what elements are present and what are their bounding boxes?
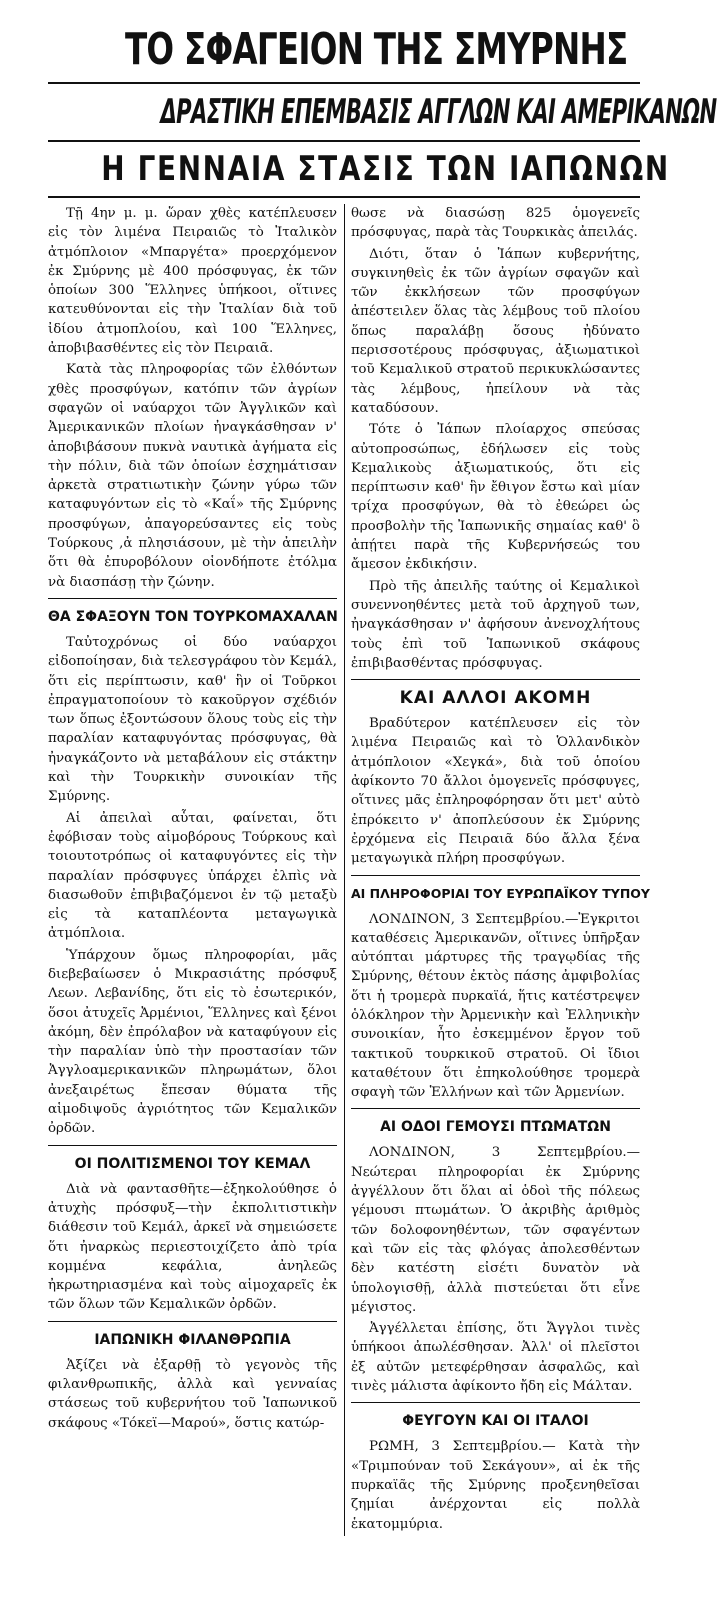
subheading: ΑΙ ΟΔΟΙ ΓΕΜΟΥΣΙ ΠΤΩΜΑΤΩΝ xyxy=(380,1119,611,1136)
paragraph: Πρὸ τῆς ἀπειλῆς ταύτης οἱ Κεμαλικοὶ συνεννοηθέντες μετὰ τοῦ ἀρχηγοῦ των, ἠναγκάσθησαν ν' ἀφήσουν ἀνενοχλήτους τοὺς ἐπὶ τοῦ Ἰαπωνικοῦ σκάφους ἐπιβιβασθέντας πρόσφυγας. xyxy=(351,578,640,671)
article-columns xyxy=(48,204,650,1536)
section-rule xyxy=(351,875,640,876)
subheading: ΘΑ ΣΦΑΞΟΥΝ ΤΟΝ ΤΟΥΡΚΟΜΑΧΑΛΑΝ xyxy=(48,608,338,625)
paragraph: Ὑπάρχουν ὅμως πληροφορίαι, μᾶς διεβεβαίωσεν ὁ Μικρασιάτης πρόσφυξ Λεων. Λεβανίδης, ὅτι εἰς τὸ ἐσωτερικόν, ὅσοι ἀτυχεῖς Ἀρμένιοι, Ἕλληνες καὶ ξένοι ἀκόμη, δὲν ἐπρόλαβον νὰ καταφύγουν εἰς τὴν παραλίαν ὑπὸ τὴν προστασίαν τῶν Ἀγγλοαμερικανικῶν πληρωμάτων, ὅλοι ἀνεξαιρέτως ἔπεσαν θύματα τῆς αἱμοδιψοῦς ἀγριότητος τῶν Κεμαλικῶν ὀρδῶν. xyxy=(48,947,337,1137)
paragraph: Κατὰ τὰς πληροφορίας τῶν ἐλθόντων χθὲς προσφύγων, κατόπιν τῶν ἀγρίων σφαγῶν οἱ ναύαρχοι τῶν Ἀγγλικῶν καὶ Ἀμερικανικῶν πλοίων ἠναγκάσθησαν ν' ἀποβιβάσουν πυκνὰ ναυτικὰ ἀγήματα εἰς τὴν πόλιν, διὰ τῶν ὁποίων ἐσχημάτισαν ἀρκετὰ στρατιωτικὴν ζώνην γύρω τῶν καταφυγόντων εἰς τὸ «Καΐ» τῆς Σμύρνης προσφύγων, ἀπαγορεύσαντες εἰς τοὺς Τούρκους ,ἀ πλησιάσουν, μὲ τὴν ἀπειλὴν ὅτι θὰ ἐπυροβόλουν οἱονδήποτε ἐτόλμα νὰ διασπάσῃ τὴν ζώνην. xyxy=(48,362,337,590)
subheadline: ΔΡΑΣΤΙΚΗ ΕΠΕΜΒΑΣΙΣ ΑΓΓΛΩΝ ΚΑΙ ΑΜΕΡΙΚΑΝΩΝ xyxy=(160,92,717,132)
paragraph: Ἀγγέλλεται ἐπίσης, ὅτι Ἄγγλοι τινὲς ὑπήκοοι ἀπωλέσθησαν. Ἀλλ' οἱ πλεῖστοι ἐξ αὐτῶν μετεφέρθησαν ἀσφαλῶς, καὶ τινὲς μάλιστα ἀφίκοντο ἤδη εἰς Μάλταν. xyxy=(351,1321,640,1395)
paragraph: Ταὐτοχρόνως οἱ δύο ναύαρχοι εἰδοποίησαν, διὰ τελεσγράφου τὸν Κεμάλ, ὅτι εἰς περίπτωσιν, καθ' ἣν οἱ Τοῦρκοι ἐπραγματοποίουν τὸ κακοῦργον σχέδιόν των ὅπως ἐξοντώσουν ὅλους τοὺς εἰς τὴν παραλίαν καταφυγόντας πρόσφυγας, θὰ ἠναγκάζοντο νὰ μεταβάλουν εἰς στάκτην καὶ τὴν Τουρκικὴν συνοικίαν τῆς Σμύρνης. xyxy=(48,634,337,805)
subheadline-rule xyxy=(48,140,640,142)
subheading: ΙΑΠΩΝΙΚΗ ΦΙΛΑΝΘΡΩΠΙΑ xyxy=(94,1331,291,1348)
third-headline: Η ΓΕΝΝΑΙΑ ΣΤΑΣΙΣ ΤΩΝ ΙΑΠΩΝΩΝ xyxy=(101,149,670,189)
paragraph: ΛΟΝΔΙΝΟΝ, 3 Σεπτεμβρίου.—Ἐγκριτοι καταθέσεις Ἀμερικανῶν, οἵτινες ὑπῆρξαν αὐτόπται μάρτυρες τῆς τραγῳδίας τῆς Σμύρνης, θέτουν ἐκτὸς πάσης ἀμφιβολίας ὅτι ἡ τρομερὰ πυρκαϊά, ἥτις κατέστρεψεν ὁλόκληρον τὴν Ἀρμενικὴν καὶ Ἑλληνικὴν συνοικίαν, ἦτο ἐσκεμμένον ἔργον τοῦ τακτικοῦ τουρκικοῦ στρατοῦ. Οἱ ἴδιοι καταθέτουν ὅτι ἐπηκολούθησε τρομερὰ σφαγὴ τῶν Ἑλλήνων καὶ τῶν Ἀρμενίων. xyxy=(351,911,640,1101)
paragraph: ΡΩΜΗ, 3 Σεπτεμβρίου.— Κατὰ τὴν «Τριμπούναν τοῦ Σεκάγουν», αἱ ἐκ τῆς πυρκαϊᾶς τῆς Σμύρνης προξενηθεῖσαι ζημίαι ἀνέρχονται εἰς πολλὰ ἑκατομμύρια. xyxy=(351,1439,640,1532)
paragraph: Διὰ νὰ φαντασθῆτε—ἐξηκολούθησε ὁ ἀτυχὴς πρόσφυξ—τὴν ἐκπολιτιστικὴν διάθεσιν τοῦ Κεμάλ, ἀρκεῖ νὰ σημειώσετε ὅτι ἠναρκὼς περιεστοιχίζετο ἀπὸ τρία κομμένα κεφάλια, ἀνηλεῶς ἠκρωτηριασμένα καὶ τοὺς αἱμοχαρεῖς ἐκ τῶν ὅλων τῶν Κεμαλικῶν ὀρδῶν. xyxy=(48,1181,337,1313)
paragraph: ΛΟΝΔΙΝΟΝ, 3 Σεπτεμβρίου.— Νεώτεραι πληροφορίαι ἐκ Σμύρνης ἀγγέλλουν ὅτι ὅλαι αἱ ὁδοὶ τῆς πόλεως γέμουσι πτωμάτων. Ὁ ἀκριβὴς ἀριθμὸς τῶν δολοφονηθέντων, τῶν σφαγέντων καὶ τῶν εἰς τὰς φλόγας ἀπολεσθέντων δὲν κατέστη εἰσέτι δυνατὸν νὰ ὑπολογισθῇ, ἀλλὰ πιστεύεται ὅτι εἶνε μέγιστος. xyxy=(351,1145,640,1315)
headline-rule xyxy=(48,82,640,84)
section-rule xyxy=(48,1145,337,1146)
section-rule xyxy=(351,1108,640,1109)
paragraph: θωσε νὰ διασώσῃ 825 ὁμογενεῖς πρόσφυγας, παρὰ τὰς Τουρκικὰς ἀπειλάς. xyxy=(351,206,640,241)
section-rule xyxy=(48,598,337,599)
section-rule xyxy=(351,1402,640,1403)
paragraph: Τότε ὁ Ἰάπων πλοίαρχος σπεύσας αὐτοπροσώπως, ἐδήλωσεν εἰς τοὺς Κεμαλικοὺς ἀξιωματικούς, ὅτι εἰς περίπτωσιν καθ' ἣν ἔθιγον ἔστω καὶ μίαν τρίχα προσφύγων, θὰ τὸ ἐθεώρει ὡς προσβολὴν τῆς Ἰαπωνικῆς σημαίας καθ' ὃ ἀπῄτει παρὰ τῆς Κυβερνήσεώς του ἄμεσον ἐκδικήσιν. xyxy=(351,422,640,573)
right-column xyxy=(351,204,650,1536)
paragraph: Τῇ 4ην μ. μ. ὥραν χθὲς κατέπλευσεν εἰς τὸν λιμένα Πειραιῶς τὸ Ἰταλικὸν ἀτμόπλοιον «Μπαργέτα» προερχόμενον ἐκ Σμύρνης μὲ 400 πρόσφυγας, ἐκ τῶν ὁποίων 300 Ἕλληνες ὑπήκοοι, οἵτινες κατευθύνονται εἰς τὴν Ἰταλίαν διὰ τοῦ ἰδίου ἀτμοπλοίου, καὶ 100 Ἕλληνες, ἀποβιβασθέντες εἰς τὸν Πειραιᾶ. xyxy=(48,206,337,357)
headline: ΤΟ ΣΦΑΓΕΙΟΝ ΤΗΣ ΣΜΥΡΝΗΣ xyxy=(124,24,628,75)
paragraph: Ἀξίζει νὰ ἐξαρθῇ τὸ γεγονὸς τῆς φιλανθρωπικῆς, ἀλλὰ καὶ γενναίας στάσεως τοῦ κυβερνήτου τοῦ Ἰαπωνικοῦ σκάφους «Τόκεϊ—Μαρού», ὅστις κατώρ- xyxy=(48,1357,337,1431)
subheading: ΦΕΥΓΟΥΝ ΚΑΙ ΟΙ ΙΤΑΛΟΙ xyxy=(402,1413,589,1430)
subheading: ΚΑΙ ΑΛΛΟΙ ΑΚΟΜΗ xyxy=(399,688,592,709)
section-rule xyxy=(351,679,640,680)
paragraph: Βραδύτερον κατέπλευσεν εἰς τὸν λιμένα Πειραιῶς καὶ τὸ Ὁλλανδικὸν ἀτμόπλοιον «Χεγκά», διὰ τοῦ ὁποίου ἀφίκοντο 70 ἄλλοι ὁμογενεῖς πρόσφυγες, οἵτινες μᾶς ἐπληροφόρησαν ὅτι μετ' αὐτὸ ἐπρόκειτο ν' ἀποπλεύσουν ἐκ Σμύρνης ἐρχόμενα εἰς Πειραιᾶ δύο ἄλλα ξένα μεταγωγικὰ πλήρη προσφύγων. xyxy=(351,716,640,867)
third-headline-rule xyxy=(48,196,640,198)
paragraph: Αἱ ἀπειλαὶ αὗται, φαίνεται, ὅτι ἐφόβισαν τοὺς αἱμοβόρους Τούρκους καὶ τοιουτοτρόπως οἱ καταφυγόντες εἰς τὴν παραλίαν πρόσφυγες ὑπάρχει ἐλπὶς νὰ διασωθοῦν ἐπιβιβαζόμενοι ἐν τῷ μεταξὺ εἰς τὰ καταπλέοντα μεταγωγικὰ ἀτμόπλοια. xyxy=(48,810,337,942)
paragraph: Διότι, ὅταν ὁ Ἰάπων κυβερνήτης, συγκινηθεὶς ἐκ τῶν ἀγρίων σφαγῶν καὶ τῶν ἐκκλήσεων τῶν προσφύγων ἀπέστειλεν ὅλας τὰς λέμβους τοῦ πλοίου ὅπως παραλάβῃ ὅσους ἠδύνατο περισσοτέρους πρόσφυγας, ἀξιωματικοὶ τοῦ Κεμαλικοῦ στρατοῦ περικυκλώσαντες τὰς λέμβους, ἠπείλουν νὰ τὰς καταδύσουν. xyxy=(351,246,640,416)
subheading: ΟΙ ΠΟΛΙΤΙΣΜΕΝΟΙ ΤΟΥ ΚΕΜΑΛ xyxy=(74,1155,311,1172)
left-column xyxy=(48,204,337,1536)
subheading: ΑΙ ΠΛΗΡΟΦΟΡΙΑΙ ΤΟΥ ΕΥΡΩΠΑΪΚΟΥ ΤΥΠΟΥ xyxy=(351,885,650,901)
section-rule xyxy=(48,1321,337,1322)
